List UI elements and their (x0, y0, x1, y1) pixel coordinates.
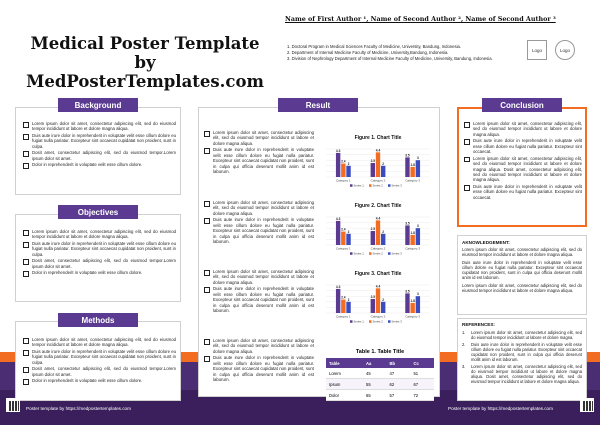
data-label: 2 (347, 161, 350, 166)
bar (416, 228, 420, 245)
reference-item (462, 342, 582, 362)
acknowledgement-p3: Lorem ipsum dolor sit amet, consectetur adipiscing elit, sed do eiusmod tempor incididunt ut labore et dolore magna aliqua. (462, 282, 582, 294)
list-item: Duis aute irure dolor in reprehenderit in voluptate velit esse cillum dolore eu fugiat nulla pariatur. Excepteur sint occaecat cupidatat non proident, sunt in culpa qui officia deserunt mollit anim id est laborum. (203, 147, 314, 174)
list-item: Dosit amet, consectetur adipiscing elit, sed do eiusmod tempor.Lorem ipsum dolor sit amet. (22, 150, 176, 161)
references-title: REFERENCES: (462, 322, 495, 327)
list-item: Dolor in reprehenderit in voluptate velit esse cillum dolore. (22, 162, 176, 167)
legend-swatch (350, 184, 353, 187)
affiliation-2: 2. Department of Internal Medicine Faculty of Medicine, University,Bandung, Indonesia. (287, 50, 449, 56)
data-label: 4.4 (375, 284, 381, 289)
bar (381, 166, 385, 177)
bar (341, 300, 345, 313)
logo-circle: Logo (555, 40, 575, 60)
legend-swatch (369, 320, 372, 323)
data-label: 2 (347, 229, 350, 234)
bar (336, 153, 340, 177)
table-cell: 57 (386, 390, 410, 401)
acknowledgement-p1: Lorem ipsum dolor sit amet, consectetur adipiscing elit, sed do eiusmod tempor incididunt ut labore et dolore magna aliqua. (462, 247, 582, 258)
bar (416, 160, 420, 177)
table-cell: 55 (363, 379, 387, 390)
author-list: Name of First Author ¹, Name of Second Author ², Name of Second Author ³ (285, 15, 556, 23)
list-item: Lorem ipsum dolor sit amet, consectetur adipiscing elit, sed do eiusmod tempor incididunt ut labore et dolore magna aliqua. (22, 229, 176, 240)
list-item: Duis aute irure dolor in reprehenderit in voluptate velit esse cillum dolore eu fugiat nulla pariatur. Excepteur sint occaecat. (463, 184, 582, 200)
chart-title-2: Figure 2. Chart Title (354, 203, 402, 209)
bar (410, 303, 414, 313)
bar (381, 234, 385, 245)
bar (346, 166, 350, 177)
list-item: Dosit amet, consectetur adipiscing elit, sed do eiusmod tempor.Lorem ipsum dolor sit amet. (22, 258, 176, 269)
legend-swatch (350, 320, 353, 323)
table-header-cell: Aa (363, 358, 387, 368)
legend-label: Series 2 (372, 251, 383, 256)
title-line-2: MedPosterTemplates.com (26, 72, 264, 91)
legend-swatch (388, 252, 391, 255)
result-bullets-3 (203, 269, 314, 315)
category-label: Category 2 (370, 246, 386, 251)
data-label: 4.3 (335, 148, 341, 153)
result-bullets-2 (203, 200, 314, 246)
reference-item (462, 364, 582, 384)
reference-text: Lorem ipsum dolor sit amet, consectetur adipiscing elit, sed do eiusmod tempor incididunt ut labore et dolore magna. (471, 330, 582, 341)
data-label: 2 (382, 229, 385, 234)
data-label: 2 (382, 297, 385, 302)
list-item: Duis aute irure dolor in reprehenderit in voluptate velit esse cillum dolore eu fugiat nulla pariatur. Excepteur sint occaecat. (463, 138, 582, 154)
category-label: Category 1 (335, 246, 351, 251)
references-list (462, 330, 582, 385)
legend-swatch (388, 184, 391, 187)
affiliation-1: 1. Doctoral Program in Medical Sciences Faculty of Medicine, University, Bandung, Indonesia. (287, 44, 462, 49)
data-label: 3.5 (405, 153, 410, 158)
conclusion-header: Conclusion (482, 98, 562, 112)
category-label: Category 3 (405, 178, 421, 183)
table-cell: Dolor (326, 390, 363, 401)
data-label: 4.4 (375, 216, 381, 221)
data-label: 2 (347, 297, 350, 302)
affiliation-3: 3. Division of Nephrology Department of Internal Medicine Faculty of Medicine, University, Bandung, Indonesia. (287, 56, 493, 62)
bar (410, 167, 414, 177)
table-header-cell: Bb (386, 358, 410, 368)
list-item: Lorem ipsum dolor sit amet, consectetur adipiscing elit, sed do eiusmod tempor incididunt ut labore et dolore magna aliqua. (22, 337, 176, 348)
list-item: Lorem ipsum dolor sit amet, consectetur adipiscing elit, sed do eiusmod tempor incididunt ut labore et dolore magna aliqua. (22, 121, 176, 132)
category-label: Category 3 (405, 314, 421, 319)
legend-label: Series 2 (372, 183, 383, 188)
table-header-cell: Cc (410, 358, 434, 368)
table-cell: 62 (386, 379, 410, 390)
table-title: Table 1. Table Title (355, 349, 405, 355)
data-label: 2.4 (341, 159, 346, 164)
background-header: Background (58, 98, 138, 112)
title-line-1: Medical Poster Template by (30, 34, 260, 72)
data-label: 3 (416, 156, 419, 161)
legend-swatch (369, 184, 372, 187)
bar (381, 302, 385, 313)
category-label: Category 1 (335, 178, 351, 183)
table-cell: 45 (363, 368, 387, 379)
reference-text: Lorem ipsum dolor sit amet, consectetur adipiscing elit, sed do eiusmod tempor incididunt ut labore et dolore magna aliqua. Dosit amet, consectetur adipiscing elit, sed do eiusmod tempor incididunt ut labore et dolore magna aliqua. (471, 363, 582, 384)
reference-text: Duis aute irure dolor in reprehenderit in voluptate velit esse cillum dolore eu fugiat nulla pariatur. Excepteur sint occaecat cupidatat non proident, sunt in culpa qui officia deserunt mollit anim id est laborum. (471, 341, 582, 362)
bar (410, 235, 414, 245)
acknowledgement-title: AKNOWLEDGEMENT: (462, 240, 510, 245)
reference-item (462, 330, 582, 340)
legend-swatch (350, 252, 353, 255)
legend-label: Series 2 (372, 319, 383, 324)
data-label: 2.5 (370, 159, 376, 163)
bar (346, 302, 350, 313)
qr-code-right (580, 398, 594, 412)
data-label: 3.5 (405, 289, 410, 294)
result-bullets-1 (203, 130, 314, 176)
reference-number: 1. (462, 330, 466, 335)
data-label: 4.3 (335, 284, 341, 289)
table-header-cell: Table (326, 358, 363, 368)
result-bullets-4 (203, 338, 314, 384)
list-item: Duis aute irure dolor in reprehenderit in voluptate velit esse cillum dolore eu fugiat nulla pariatur. Excepteur sint occaecat cupidatat non proident, sunt in culpa. (22, 133, 176, 149)
category-label: Category 1 (335, 314, 351, 319)
bar (376, 152, 380, 177)
bar-chart-1 (320, 141, 436, 189)
data-label: 3 (416, 224, 419, 229)
table-cell: 51 (410, 368, 434, 379)
table-row (326, 379, 434, 390)
footer-text-right: Poster template by https://medpostertemplates.com (448, 406, 553, 411)
reference-number: 3. (462, 363, 466, 369)
bar (405, 157, 409, 177)
legend-label: Series 3 (391, 183, 402, 188)
category-label: Category 3 (405, 246, 421, 251)
acknowledgement-p2: Duis aute irure dolor in reprehenderit in voluptate velit esse cillum dolore eu fugiat nulla pariatur. Excepteur sint occaecat cupidatat non proident, sunt in culpa qui officia deserunt mollit anim id est laborum. (462, 259, 582, 281)
data-label: 3.5 (405, 221, 410, 226)
data-label: 2.5 (370, 295, 376, 299)
list-item: Lorem ipsum dolor sit amet, consectetur adipiscing elit, sed do eiusmod tempor incididunt ut labore et dolore magna aliqua. (203, 269, 314, 285)
chart-title-3: Figure 3. Chart Title (354, 271, 402, 277)
list-item: Duis aute irure dolor in reprehenderit in voluptate velit esse cillum dolore eu fugiat nulla pariatur. Excepteur sint occaecat cupidatat non proident, sunt in culpa qui officia deserunt mollit anim id est laborum. (203, 286, 314, 313)
acknowledgement-text (462, 247, 582, 293)
data-label: 2 (382, 161, 385, 166)
list-item: Lorem ipsum dolor sit amet, consectetur adipiscing elit, sed do eiusmod tempor incididunt ut labore et dolore magna aliqua. (203, 338, 314, 354)
list-item: Lorem ipsum dolor sit amet, consectetur adipiscing elit, sed do eiusmod tempor incididunt ut labore et dolore magna aliqua. (203, 200, 314, 216)
data-table (326, 358, 434, 401)
bar (346, 234, 350, 245)
list-item: Dolor in reprehenderit in voluptate velit esse cillum dolore. (22, 270, 176, 275)
data-label: 1.8 (410, 162, 415, 167)
reference-number: 2. (462, 341, 466, 347)
methods-header: Methods (58, 313, 138, 327)
bar-chart-2 (320, 209, 436, 257)
list-item: Lorem ipsum dolor sit amet, consectetur adipiscing elit, sed do eiusmod tempor incididunt ut labore et dolore magna aliqua. (463, 121, 582, 137)
data-label: 4.3 (335, 216, 341, 221)
qr-code-left (6, 398, 20, 412)
logo-square: Logo (527, 40, 547, 60)
list-item: Lorem ipsum dolor sit amet, consectetur adipiscing elit, sed do eiusmod tempor incididunt ut labore et dolore magna aliqua. Dosit amet, consectetur adipiscing elit, sed do eiusmod tempor incididunt ut labore et dolore magna aliqua. (463, 156, 582, 183)
table-cell: Ipsum (326, 379, 363, 390)
table-row (326, 368, 434, 379)
data-label: 1.8 (410, 230, 415, 235)
bar (341, 164, 345, 177)
list-item: Duis aute irure dolor in reprehenderit in voluptate velit esse cillum dolore eu fugiat nulla pariatur. Excepteur sint occaecat cupidatat non proident, sunt in culpa. (22, 241, 176, 257)
bar (405, 293, 409, 313)
legend-label: Series 3 (391, 251, 402, 256)
category-label: Category 2 (370, 314, 386, 319)
objectives-header: Objectives (58, 205, 138, 219)
legend-swatch (388, 320, 391, 323)
table-cell: Lorem (326, 368, 363, 379)
data-label: 2.4 (341, 227, 346, 232)
data-label: 2.4 (341, 295, 346, 300)
data-label: 2.5 (370, 227, 376, 231)
table-row (326, 390, 434, 401)
legend-swatch (369, 252, 372, 255)
bar (416, 296, 420, 313)
list-item: Duis aute irure dolor in reprehenderit in voluptate velit esse cillum dolore eu fugiat nulla pariatur. Excepteur sint occaecat cupidatat non proident, sunt in culpa. (22, 349, 176, 365)
result-header: Result (278, 98, 358, 112)
methods-bullets (22, 337, 176, 385)
table-cell: 47 (386, 368, 410, 379)
conclusion-bullets (463, 121, 582, 201)
list-item: Dosit amet, consectetur adipiscing elit, sed do eiusmod tempor.Lorem ipsum dolor sit amet. (22, 366, 176, 377)
legend-label: Series 1 (353, 251, 364, 256)
bar-chart-3 (320, 277, 436, 325)
bar (341, 232, 345, 245)
bar (371, 299, 375, 313)
bar (336, 221, 340, 245)
table-cell: 65 (363, 390, 387, 401)
background-bullets (22, 121, 176, 169)
bar (336, 289, 340, 313)
bar (371, 163, 375, 177)
affiliations (287, 44, 493, 63)
list-item: Dolor in reprehenderit in voluptate velit esse cillum dolore. (22, 378, 176, 383)
table-cell: 72 (410, 390, 434, 401)
objectives-bullets (22, 229, 176, 277)
legend-label: Series 1 (353, 319, 364, 324)
bar (376, 220, 380, 245)
chart-title-1: Figure 1. Chart Title (354, 135, 402, 141)
bar (371, 231, 375, 245)
table-header-row (326, 358, 434, 368)
list-item: Duis aute irure dolor in reprehenderit in voluptate velit esse cillum dolore eu fugiat nulla pariatur. Excepteur sint occaecat cupidatat non proident, sunt in culpa qui officia deserunt mollit anim id est laborum. (203, 355, 314, 382)
list-item: Lorem ipsum dolor sit amet, consectetur adipiscing elit, sed do eiusmod tempor incididunt ut labore et dolore magna aliqua. (203, 130, 314, 146)
table-cell: 67 (410, 379, 434, 390)
data-label: 3 (416, 292, 419, 297)
category-label: Category 2 (370, 178, 386, 183)
footer-text-left: Poster template by https://medpostertemplates.com (26, 406, 131, 411)
legend-label: Series 3 (391, 319, 402, 324)
data-label: 1.8 (410, 298, 415, 303)
data-label: 4.4 (375, 148, 381, 153)
bar (376, 288, 380, 313)
bar (405, 225, 409, 245)
legend-label: Series 1 (353, 183, 364, 188)
poster-title (20, 34, 270, 91)
list-item: Duis aute irure dolor in reprehenderit in voluptate velit esse cillum dolore eu fugiat nulla pariatur. Excepteur sint occaecat cupidatat non proident, sunt in culpa qui officia deserunt mollit anim id est laborum. (203, 217, 314, 244)
